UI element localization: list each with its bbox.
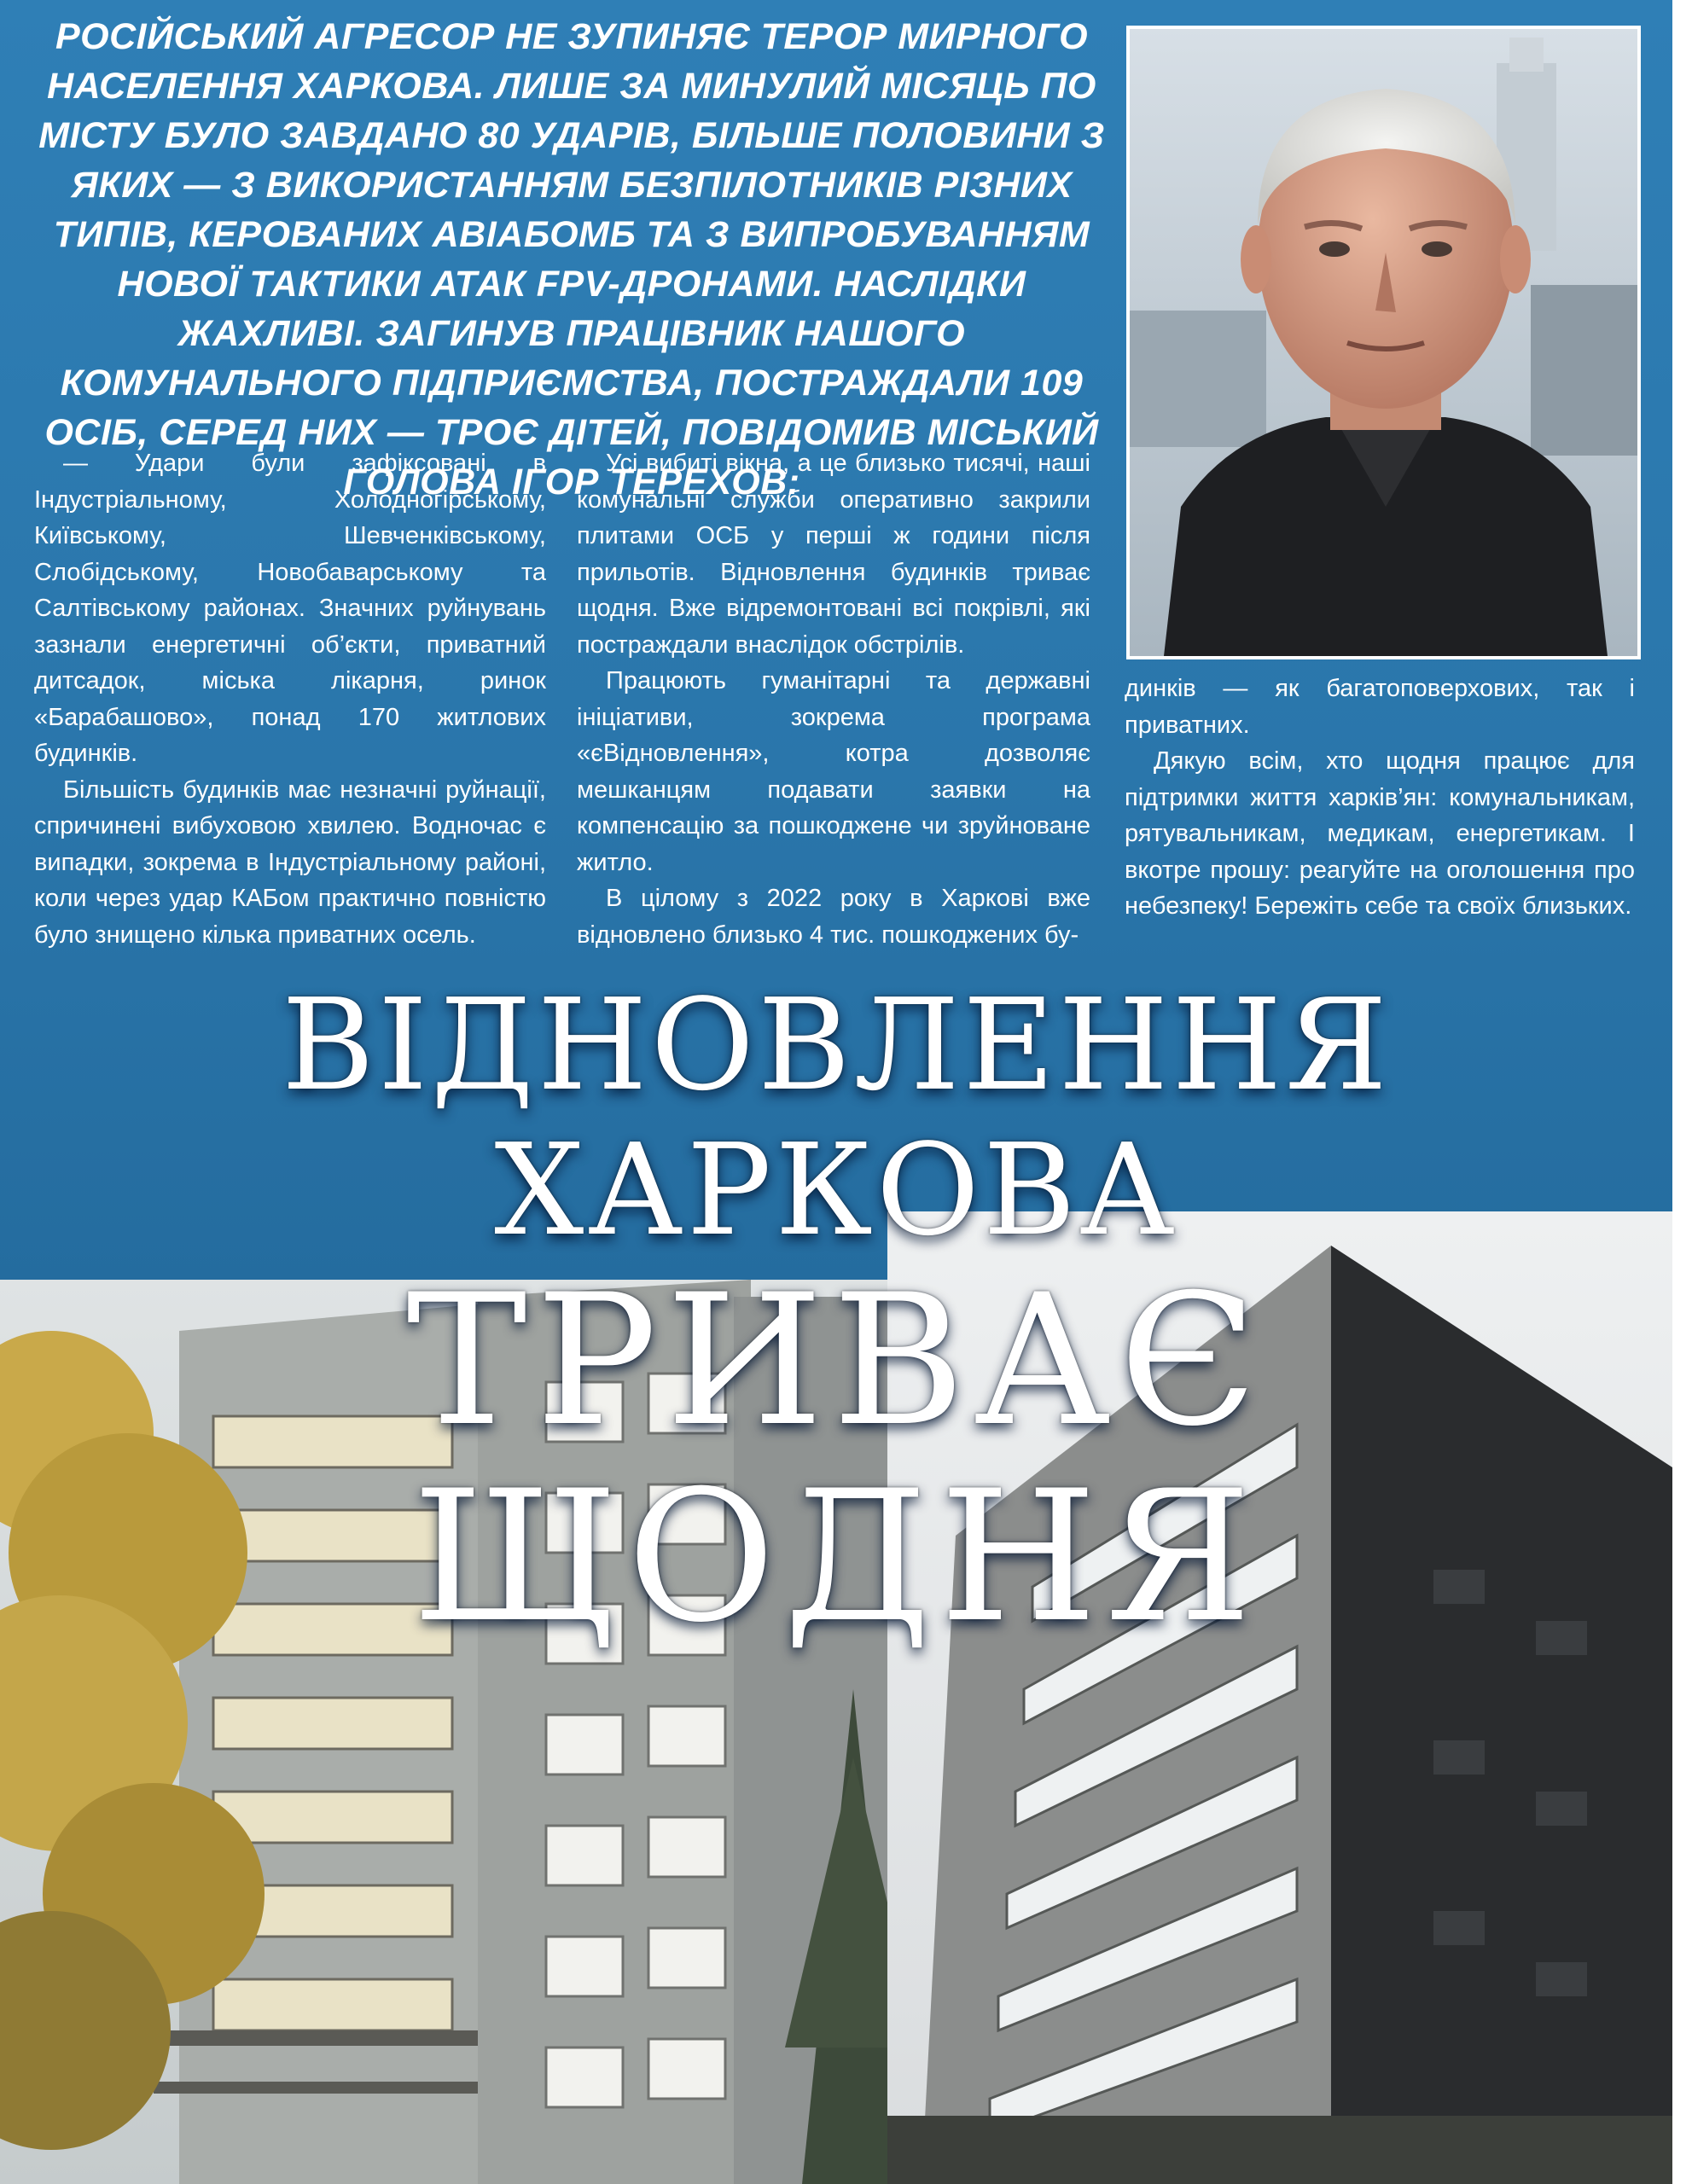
headline: [0, 972, 1672, 1662]
paragraph: Працюють гуманітарні та державні ініціативи, зокрема програма «єВідновлення», котра дозволяє мешканцям подавати заявки на компенсацію за пошкоджене чи зруйноване житло.: [577, 667, 1090, 876]
article-column-1: [34, 445, 546, 953]
paragraph: Більшість будинків має незначні руйнації, спричинені вибуховою хвилею. Водночас є випадки, зокрема в Індустріальному районі, коли через удар КАБом практично повністю було знищено кілька приватних осель.: [34, 775, 546, 949]
article-lead: РОСІЙСЬКИЙ АГРЕСОР НЕ ЗУПИНЯЄ ТЕРОР МИРНОГО НАСЕЛЕННЯ ХАРКОВА. ЛИШЕ ЗА МИНУЛИЙ МІСЯЦЬ ПО МІСТУ БУЛО ЗАВДАНО 80 УДАРІВ, БІЛЬШЕ ПОЛОВИНИ З ЯКИХ — З ВИКОРИСТАННЯМ БЕЗПІЛОТНИКІВ РІЗНИХ ТИПІВ, КЕРОВАНИХ АВІАБОМБ ТА З ВИПРОБУВАННЯМ НОВОЇ ТАКТИКИ АТАК FPV-ДРОНАМИ. НАСЛІДКИ ЖАХЛИВІ. ЗАГИНУВ ПРАЦІВНИК НАШОГО КОМУНАЛЬНОГО ПІДПРИЄМСТВА, ПОСТРАЖДАЛИ 109 ОСІБ, СЕРЕД НИХ — ТРОЄ ДІТЕЙ, ПОВІДОМИВ МІСЬКИЙ ГОЛОВА ІГОР ТЕРЕХОВ:: [38, 16, 1105, 502]
paragraph: — Удари були зафіксовані в Індустріальному, Холодногірському, Київському, Шевченківському, Слобідському, Новобаварському та Салтівському районах. Значних руйнувань зазнали енергетичні об’єкти, приватний дитсадок, міська лікарня, ринок «Барабашово», понад 170 житлових будинків.: [34, 450, 546, 767]
paragraph: динків — як багатоповерхових, так і приватних.: [1125, 675, 1635, 739]
article-column-3: [1125, 671, 1635, 925]
portrait-illustration: [1130, 29, 1637, 656]
paragraph: Усі вибиті вікна, а це близько тисячі, наші комунальні служби оперативно закрили плитами ОСБ у перші ж години після прильотів. Відновлення будинків триває щодня. Вже відремонтовані всі покрівлі, які постраждали внаслідок обстрілів.: [577, 450, 1090, 659]
paragraph: В цілому з 2022 року в Харкові вже відновлено близько 4 тис. пошкоджених бу-: [577, 885, 1090, 949]
portrait-photo: [1126, 26, 1641, 659]
headline-line-2: ТРИВАЄ ЩОДНЯ: [406, 1255, 1266, 1662]
page-margin: [1672, 0, 1692, 2184]
headline-line-1: ВІДНОВЛЕННЯ ХАРКОВА: [282, 972, 1391, 1263]
paragraph: Дякую всім, хто щодня працює для підтримки життя харків’ян: комунальникам, рятувальникам, медикам, енергетикам. І вкотре прошу: реагуйте на оголошення про небезпеку! Бережіть себе та своїх близьких.: [1125, 747, 1635, 920]
article-column-2: [577, 445, 1090, 953]
